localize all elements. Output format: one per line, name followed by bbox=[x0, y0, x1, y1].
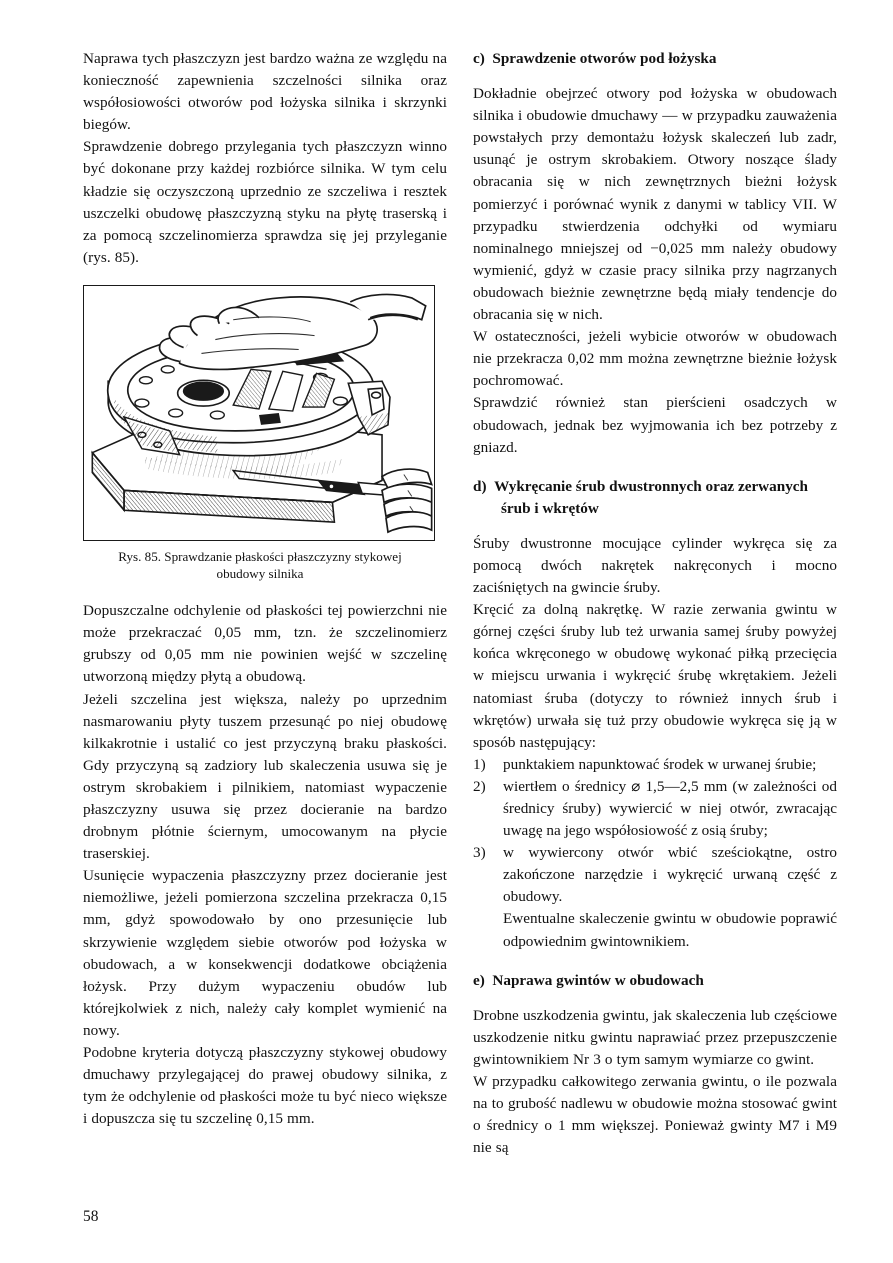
paragraph: Sprawdzenie dobrego przylegania tych płaszczyzn winno być dokonane przy każdej rozbiórce silnika. W tym celu kładzie się oczyszczoną uprzednio ze szczeliwa i resztek uszczelki obudowę płaszczyzną styku na płytę traserską i za pomocą szczelinomierza sprawdza się jej przyleganie (rys. 85). bbox=[83, 138, 447, 266]
section-marker-c: c) bbox=[473, 50, 485, 67]
right-column bbox=[473, 48, 837, 1159]
engine-housing-flatness-check-illustration bbox=[84, 286, 434, 540]
paragraph: Śruby dwustronne mocujące cylinder wykręca się za pomocą dwóch nakrętek nakręconych i mocno zaciśniętych na gwincie śruby. bbox=[473, 534, 837, 597]
paragraph: W ostateczności, jeżeli wybicie otworów w obudowach nie przekracza 0,02 mm można zewnętrzne bieżnie łożysk pochromować. bbox=[473, 328, 837, 390]
page-number: 58 bbox=[83, 1208, 99, 1225]
list-item bbox=[473, 776, 837, 842]
paragraph: Drobne uszkodzenia gwintu, jak skaleczenia lub częściowe uszkodzenie nitku gwintu naprawiać przez przepuszczenie gwintownikiem Nr 3 o tym samym wymiarze co gwint. bbox=[473, 1006, 837, 1068]
paragraph: Jeżeli szczelina jest większa, należy po uprzednim nasmarowaniu płyty tuszem przesunąć po niej obudowę kilkakrotnie i ustalić co jest przyczyną braku płaskości. Gdy przyczyną są zadziory lub skaleczenia usuwa się je ostrym skrobakiem i pilnikiem, natomiast wypaczenie płaszczyzny usuwa się przez docieranie na bardzo drobnym płótnie ściernym, umocowanym na płycie traserskiej. bbox=[83, 690, 447, 863]
paragraph: Dokładnie obejrzeć otwory pod łożyska w obudowach silnika i obudowie dmuchawy — w przypadku zauważenia powstałych przy demontażu łożysk skaleczeń lub zadr, usunąć je ostrym skrobakiem. Otwory noszące ślady obracania się w nich zewnętrznych bieżni łożysk pomierzyć i porównać wynik z danymi w tablicy VII. W przypadku stwierdzenia odchyłki od wymiaru nominalnego mniejszej od −0,025 mm należy obudowy wymienić, gdyż w czasie pracy silnika przy nagrzanych obudowach bieżnie zewnętrzne będą miały tendencje do obracania się w nich. bbox=[473, 85, 837, 324]
section-heading-c bbox=[473, 48, 837, 70]
figure-image-frame bbox=[83, 285, 435, 541]
list-item bbox=[473, 754, 837, 776]
paragraph: Podobne kryteria dotyczą płaszczyzny stykowej obudowy dmuchawy przylegającej do prawej obudowy silnika, z tym że odchylenie od płaskości może tu być nieco większe i dopuszcza się tu szczelinę 0,15 mm. bbox=[83, 1044, 447, 1128]
list-item-number: 3) bbox=[473, 844, 486, 862]
paragraph: Kręcić za dolną nakrętkę. W razie zerwania gwintu w górnej części śruby lub też urwania samej śruby powyżej końca wkręconego w obudowę wykonać piłką przecięcia w miejscu urwania i wykręcić śrubę wkrętakiem. Jeżeli natomiast śruba (dotyczy to również innych śrub i wkrętów) urwała się tuż przy obudowie wykręca się ją w sposób następujący: bbox=[473, 601, 837, 751]
list-item-text: wiertłem o średnicy ⌀ 1,5—2,5 mm (w zależności od średnicy śruby) wywiercić w niej otwór, zwracając uwagę na jego współosiowość z osią śruby; bbox=[503, 777, 837, 840]
list-closing-note: Ewentualne skaleczenie gwintu w obudowie poprawić odpowiednim gwintownikiem. bbox=[503, 910, 837, 950]
paragraph: Usunięcie wypaczenia płaszczyzny przez docieranie jest niemożliwe, jeżeli pomierzona szczelina przekracza 0,15 mm, gdyż spowodowało by ono przesunięcie lub skrzywienie względem siebie otworów pod łożyska w obudowach, a w konsekwencji dodatkowe obciążenia łożysk. Przy dużym wypaczeniu obudów lub którejkolwiek z nich, należy cały komplet wymienić na nowy. bbox=[83, 867, 447, 1039]
list-item-number: 2) bbox=[473, 777, 486, 795]
left-column bbox=[83, 48, 447, 1130]
figure-rys-85 bbox=[83, 285, 437, 582]
section-heading-e bbox=[473, 970, 837, 992]
paragraph: Dopuszczalne odchylenie od płaskości tej powierzchni nie może przekraczać 0,05 mm, tzn. że szczelinomierz grubszy od 0,05 mm nie powinien wejść w szczelinę utworzoną między płytą a obudową. bbox=[83, 602, 447, 686]
figure-caption-line-2: obudowy silnika bbox=[216, 565, 304, 581]
list-item bbox=[473, 842, 837, 908]
section-marker-e: e) bbox=[473, 971, 485, 989]
procedure-list bbox=[473, 754, 837, 909]
section-title-c: Sprawdzenie otworów pod łożyska bbox=[492, 50, 717, 67]
section-title-e: Naprawa gwintów w obudowach bbox=[492, 971, 704, 989]
list-item-number: 1) bbox=[473, 755, 486, 773]
figure-caption bbox=[83, 549, 437, 582]
paragraph: Naprawa tych płaszczyzn jest bardzo ważna ze względu na konieczność zapewnienia szczelności silnika oraz współosiowości otworów pod łożyska silnika i skrzynki biegów. bbox=[83, 50, 447, 134]
section-title-d: Wykręcanie śrub dwustronnych oraz zerwanych śrub i wkrętów bbox=[494, 477, 808, 517]
section-heading-d bbox=[473, 476, 837, 520]
paragraph: Sprawdzić również stan pierścieni osadczych w obudowach, jednak bez wyjmowania ich bez potrzeby z gniazd. bbox=[473, 394, 837, 456]
paragraph: W przypadku całkowitego zerwania gwintu, o ile pozwala na to grubość nadlewu w obudowie można stosować gwint o średnicy o 1 mm większej. Ponieważ gwinty M7 i M9 nie są bbox=[473, 1073, 837, 1157]
section-marker-d: d) bbox=[473, 477, 487, 495]
figure-caption-line-1: Rys. 85. Sprawdzanie płaskości płaszczyzny stykowej bbox=[118, 548, 402, 564]
list-item-text: w wywiercony otwór wbić sześciokątne, ostro zakończone narzędzie i wykręcić urwaną część z obudowy. bbox=[503, 844, 837, 906]
list-item-text: punktakiem napunktować środek w urwanej śrubie; bbox=[503, 755, 817, 773]
